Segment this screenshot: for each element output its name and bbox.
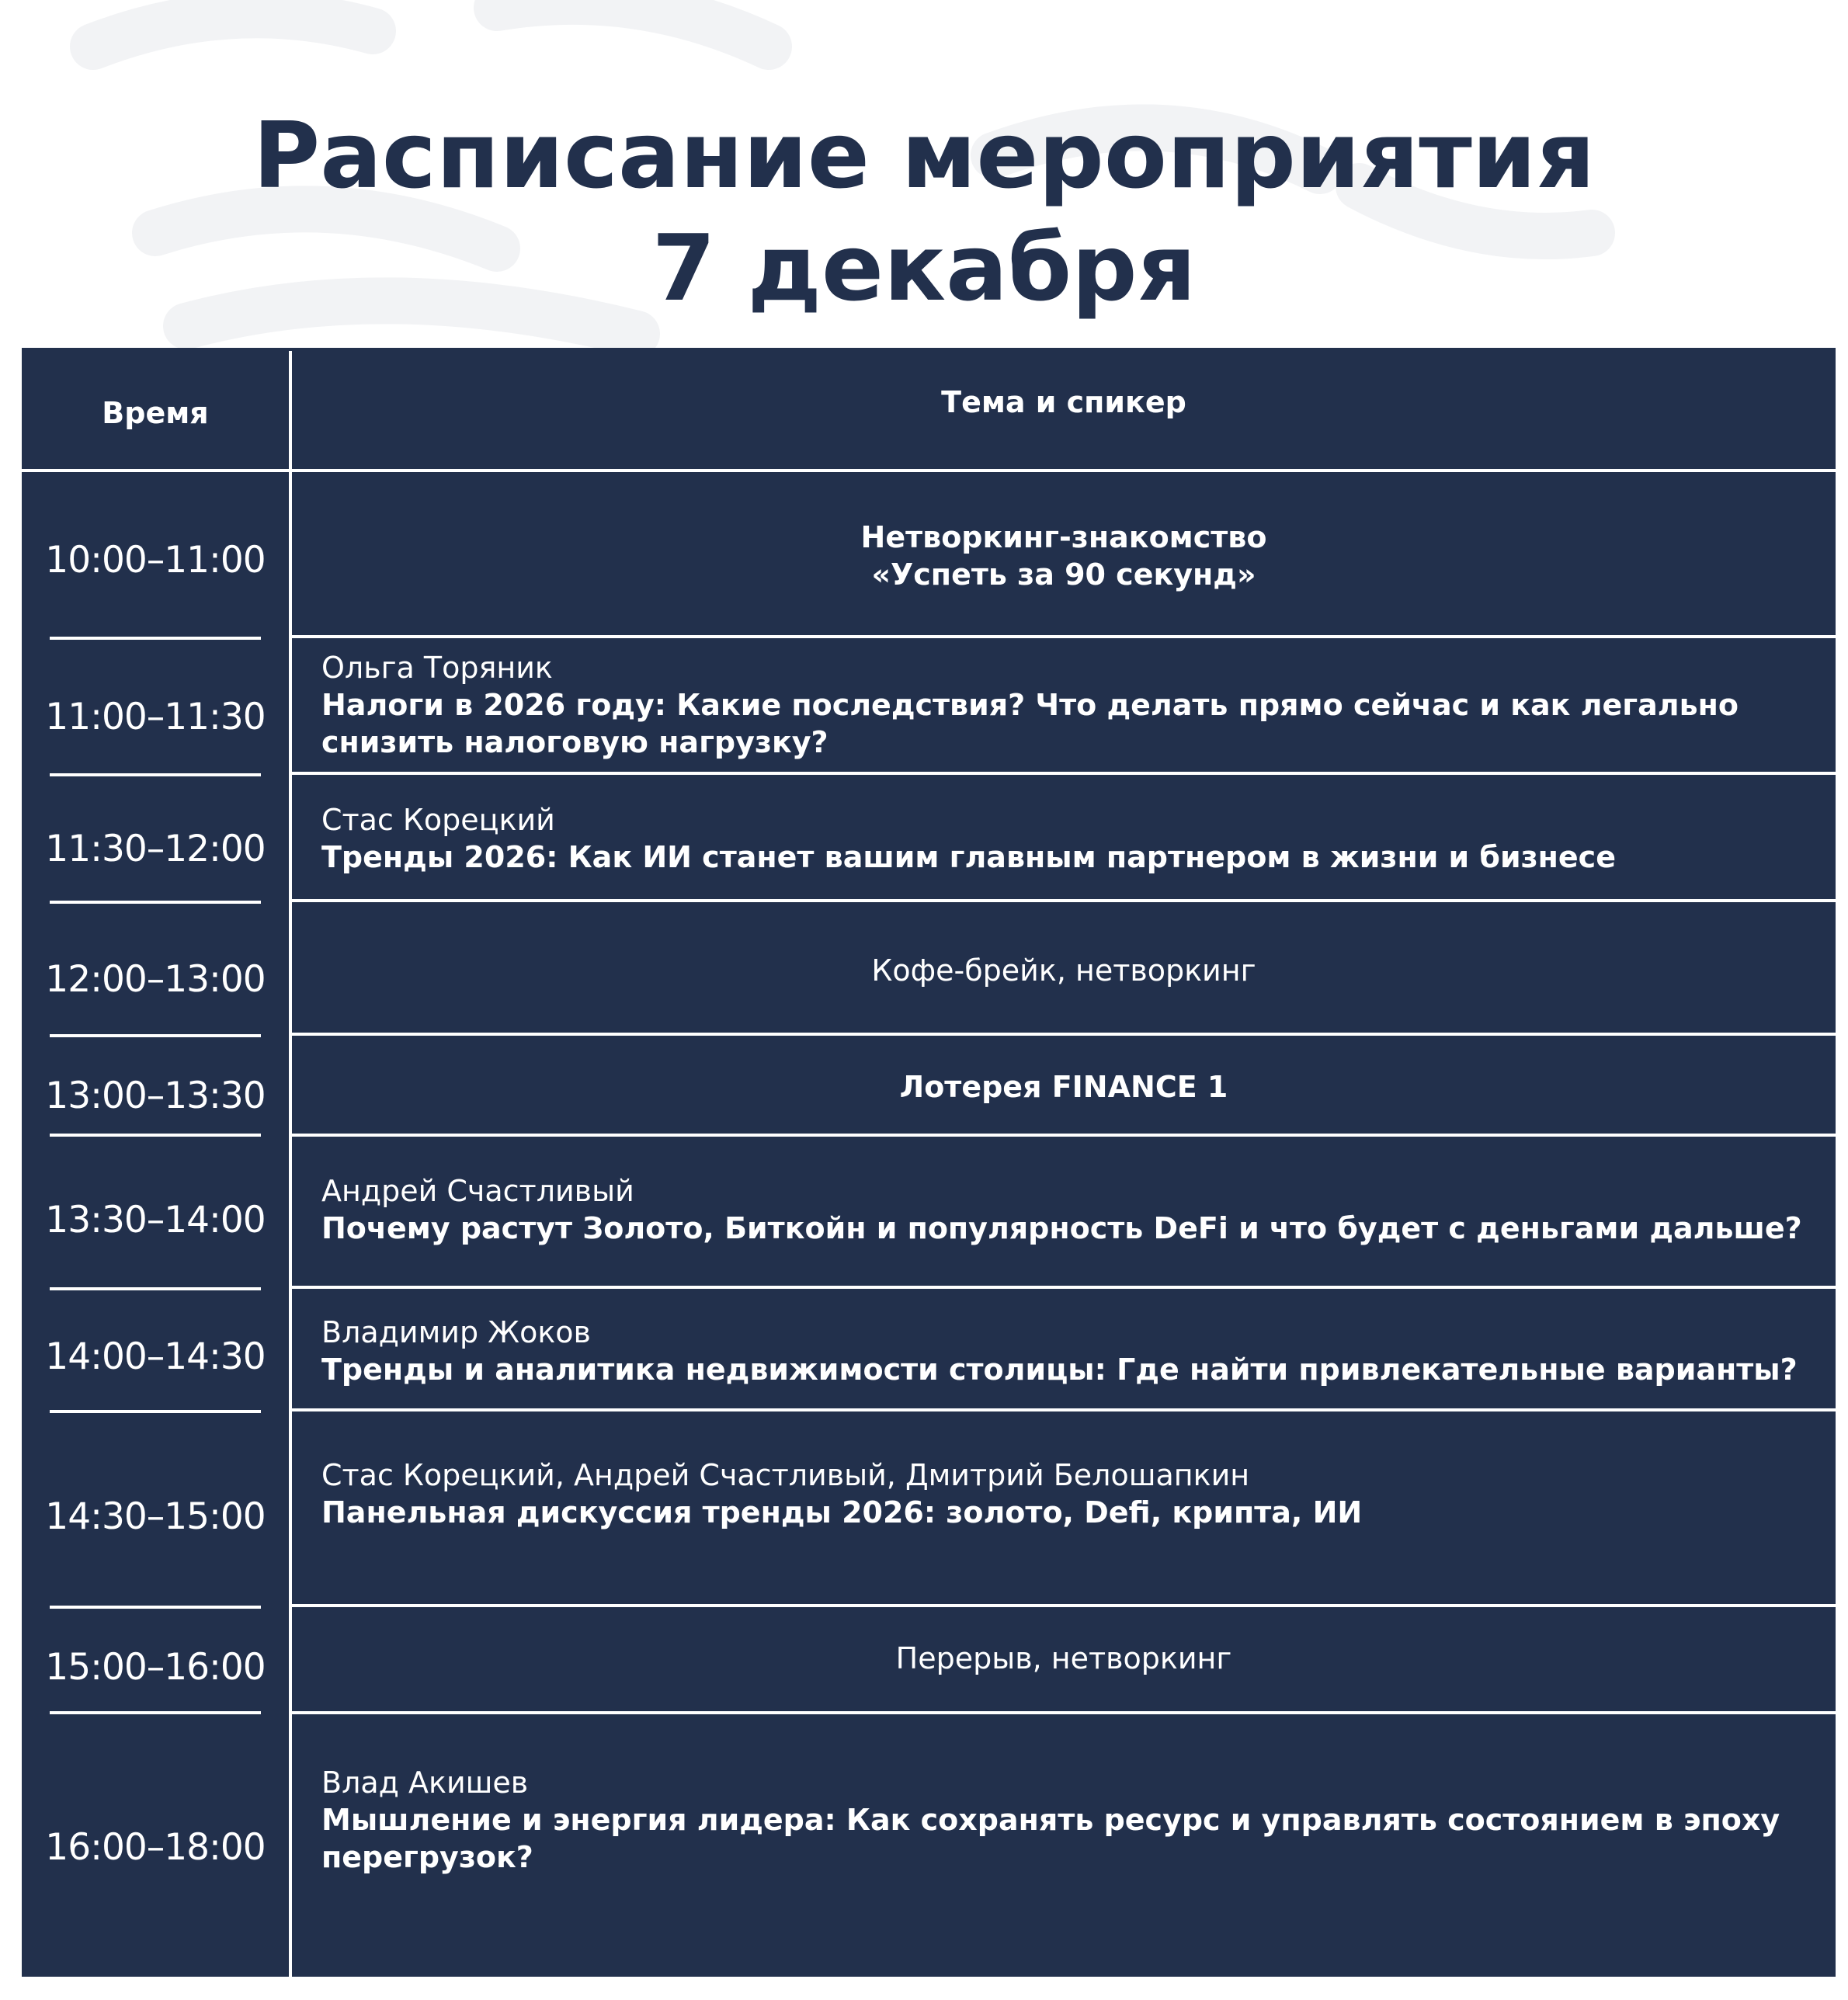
row-divider: [289, 1033, 1836, 1036]
column-divider: [289, 351, 292, 1977]
row-divider: [289, 1286, 1836, 1289]
row-divider: [289, 635, 1836, 638]
row-time: 10:00–11:00: [45, 539, 266, 582]
speaker-name: Андрей Счастливый: [321, 1174, 634, 1208]
topic-subtitle: «Успеть за 90 секунд»: [871, 557, 1256, 592]
time-divider: [50, 1134, 261, 1137]
topic-title: Лотерея FINANCE 1: [899, 1070, 1228, 1104]
row-topic: [321, 1764, 1820, 1876]
time-divider: [50, 773, 261, 776]
time-divider: [50, 637, 261, 640]
row-divider: [289, 1134, 1836, 1137]
topic-title: Панельная дискуссия тренды 2026: золото, Defi, крипта, ИИ: [321, 1495, 1363, 1530]
topic-title: Налоги в 2026 году: Какие последствия? Что делать прямо сейчас и как легально снизить налоговую нагрузку?: [321, 688, 1739, 759]
header-divider: [22, 469, 1836, 472]
row-time: 14:30–15:00: [45, 1495, 266, 1538]
page-title: Расписание мероприятия: [252, 102, 1596, 209]
row-divider: [289, 899, 1836, 902]
time-divider: [50, 1606, 261, 1609]
row-topic: [321, 1314, 1820, 1388]
row-topic: [321, 649, 1820, 761]
speaker-name: Владимир Жоков: [321, 1315, 591, 1349]
row-time: 13:30–14:00: [45, 1199, 266, 1241]
row-topic: [321, 801, 1820, 876]
speaker-name: Влад Акишев: [321, 1766, 529, 1800]
topic-title: Тренды 2026: Как ИИ станет вашим главным партнером в жизни и бизнесе: [321, 840, 1616, 874]
time-divider: [50, 1034, 261, 1037]
row-time: 11:00–11:30: [45, 696, 266, 738]
time-divider: [50, 1410, 261, 1413]
row-divider: [289, 1604, 1836, 1607]
topic-title: Тренды и аналитика недвижимости столицы: Где найти привлекательные варианты?: [321, 1352, 1798, 1387]
row-time: 12:00–13:00: [45, 958, 266, 1001]
topic-title: Мышление и энергия лидера: Как сохранять ресурс и управлять состоянием в эпоху перегрузок?: [321, 1803, 1780, 1874]
time-divider: [50, 1711, 261, 1714]
row-time: 14:00–14:30: [45, 1335, 266, 1378]
header-topic: Тема и спикер: [941, 385, 1186, 419]
speaker-name: Ольга Торяник: [321, 651, 553, 685]
row-time: 11:30–12:00: [45, 828, 266, 870]
row-topic: [292, 952, 1836, 989]
row-divider: [289, 1408, 1836, 1411]
row-topic: [321, 1172, 1820, 1247]
time-divider: [50, 1287, 261, 1290]
speaker-name: Стас Корецкий: [321, 803, 555, 837]
break-label: Кофе-брейк, нетворкинг: [871, 953, 1256, 988]
row-topic: [292, 1640, 1836, 1677]
row-divider: [289, 772, 1836, 775]
time-divider: [50, 901, 261, 904]
schedule-table: [22, 348, 1836, 1977]
row-time: 16:00–18:00: [45, 1826, 266, 1869]
row-topic: [292, 1068, 1836, 1106]
header-time: Время: [102, 396, 209, 430]
row-topic: [292, 519, 1836, 593]
break-label: Перерыв, нетворкинг: [895, 1641, 1232, 1675]
row-time: 13:00–13:30: [45, 1075, 266, 1117]
row-divider: [289, 1711, 1836, 1714]
speaker-name: Стас Корецкий, Андрей Счастливый, Дмитрий Белошапкин: [321, 1458, 1250, 1492]
page-subtitle-date: 7 декабря: [651, 214, 1197, 321]
row-time: 15:00–16:00: [45, 1646, 266, 1689]
topic-title: Почему растут Золото, Биткойн и популярность DeFi и что будет с деньгами дальше?: [321, 1211, 1802, 1245]
topic-title: Нетворкинг-знакомство: [860, 520, 1267, 554]
row-topic: [321, 1457, 1820, 1531]
